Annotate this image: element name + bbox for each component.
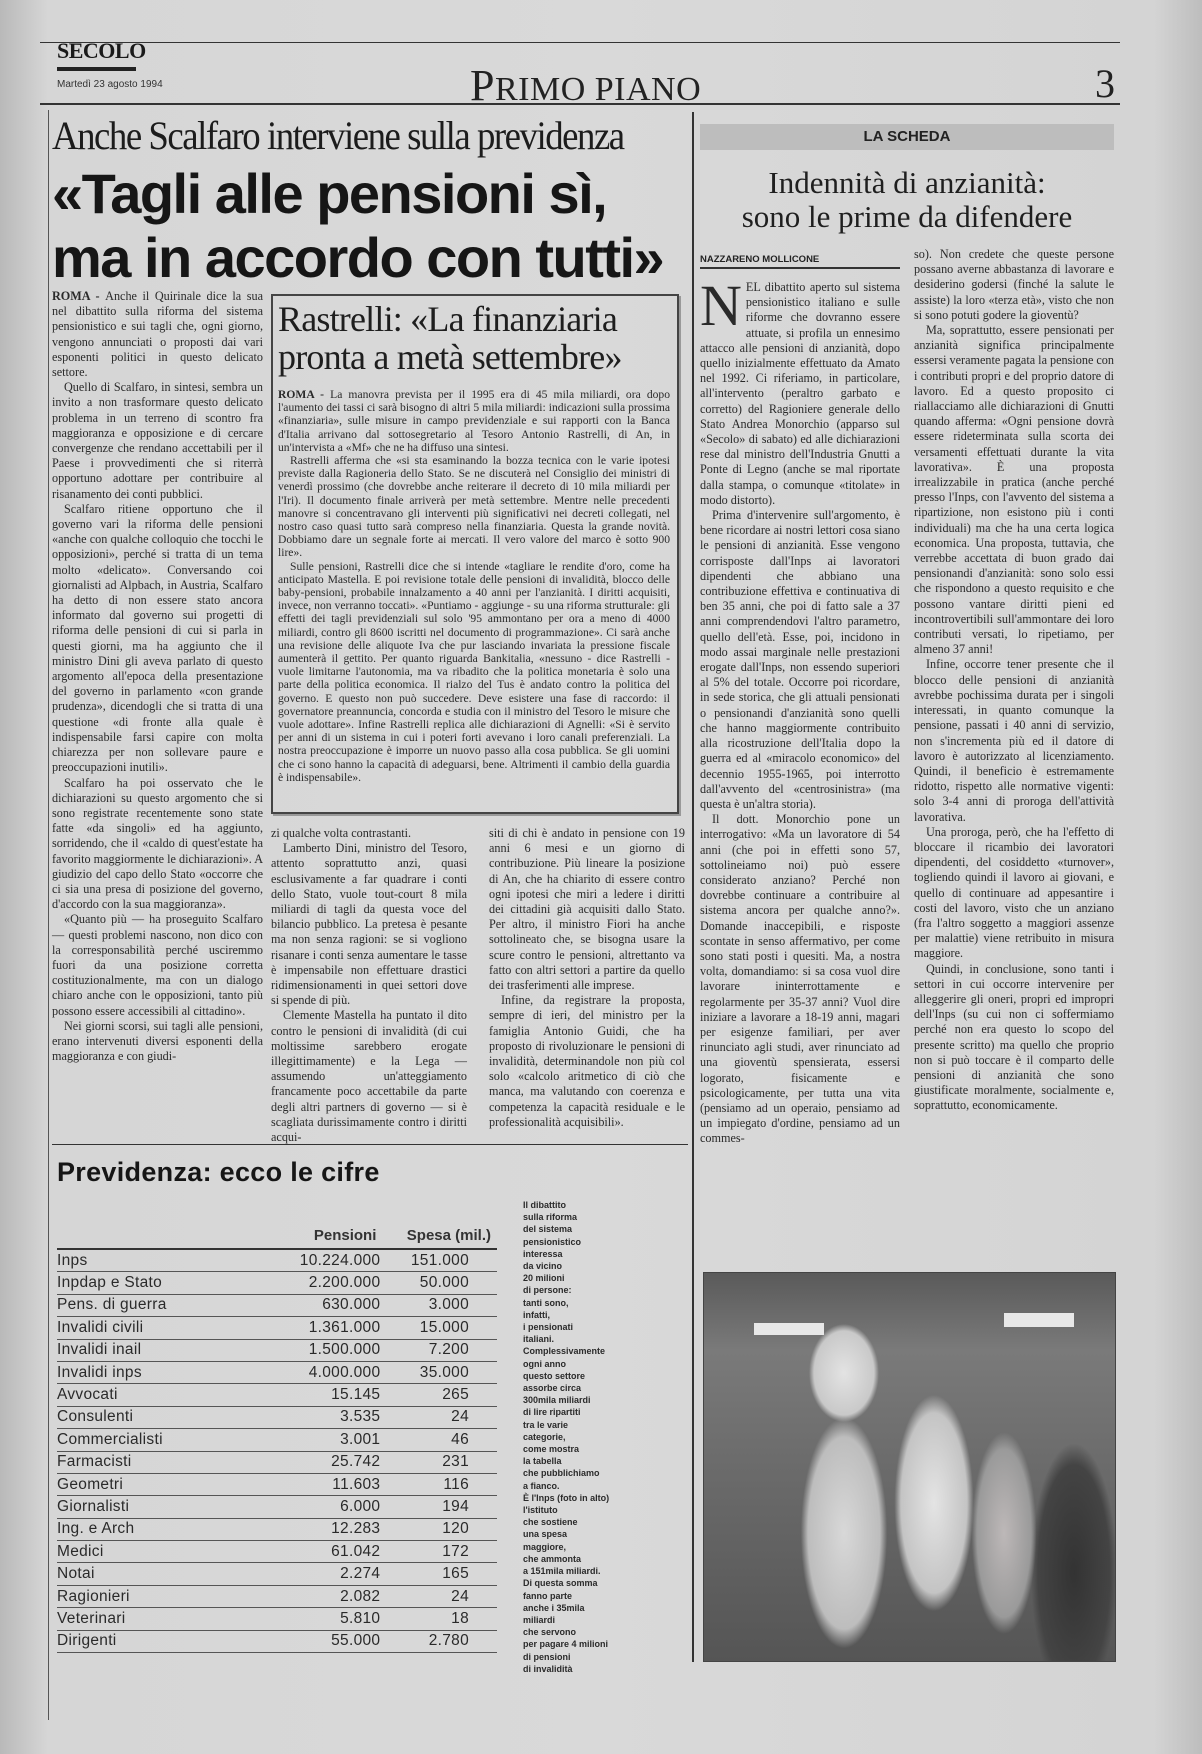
sidebar-col1: [700, 273, 900, 1147]
photo-sign: [754, 1323, 824, 1335]
caption-line: italiani.: [523, 1334, 555, 1345]
article-paragraph: Scalfaro ritiene opportuno che il governo vari la riforma delle pensioni «anche con qualche colloquio che tocchi le opposizioni», perché si tratta di un tema molto «delicato». Conversando coi giornalisti ad Alpbach, in Austria, Scalfaro ha detto di non essere stato ancora informato dal governo sui progetti di riforma delle pensioni di cui si parla in questi giorni, ma ha aggiunto che il ministro Dini gli aveva parlato di questo argomento all'epoca della presentazione del governo in parlamento «con grande prudenza», dicendogli che si tratta di una questione «di fronte alla quale è indispensabile farsi capire con molta chiarezza per non sollevare paure e preoccupazioni inutili».: [52, 501, 263, 775]
article-paragraph: so). Non credete che queste persone possano averne abbastanza di lavorare e desiderino godersi (finché la salute le assiste) la loro «terza età», visto che non si sono potuti godere la gioventù?: [914, 247, 1114, 322]
article-paragraph: Infine, da registrare la proposta, sempre di ieri, del ministro per la famiglia Antonio Guidi, che ha proposto di rivoluzionare le pensioni di invalidità, determinandole non più col solo «calcolo aritmetico di ciò che manca, ma valutando con coerenza e competenza la capacità residuale e le professionalità acquisibili».: [489, 993, 685, 1129]
caption-line: come mostra: [523, 1444, 580, 1455]
article-paragraph: siti di chi è andato in pensione con 19 anni 6 mesi e un giorno di contribuzione. Più lineare la posizione di An, che ha chiarito di essere contro ogni ipotesi che miri a ledere i diritti dei cittadini già acquisiti dallo Stato. Per altro, il ministro Fiori ha anche sottolineato che, se bisogna usare la scure contro le pensioni, altrettanto va fatto con altri settori a partire da quello dei trasferimenti alle imprese.: [489, 826, 685, 993]
caption-line: di pensioni: [523, 1651, 571, 1662]
section-title-rest: RIMO PIANO: [494, 71, 702, 108]
caption-line: che pubblichiamo: [523, 1468, 600, 1479]
caption-line: 20 milioni: [523, 1273, 565, 1284]
caption-line: fanno parte: [523, 1590, 573, 1601]
box-article-body: [278, 388, 670, 784]
article-paragraph: NEL dibattito aperto sul sistema pensionistico italiano e sulle riforme che dovranno essere attuate, si profila un ennesimo attacco alle pensioni di anzianità, dopo quello inizialmente effettuato da Amato nel 1992. Ci riferiamo, in particolare, all'intervento (peraltro garbato e corretto) del Ragioniere generale dello Stato Andrea Monorchio (apparso sul «Secolo» di sabato) ed alle dichiarazioni rese dal ministro dell'Industria Gnutti a Ponte di Legno (anche se mal riportate dalla stampa, o comunque «titolate» in modo distorto).: [700, 273, 900, 507]
table-header-pensioni: Pensioni: [249, 1227, 383, 1249]
caption-line: interessa: [523, 1248, 563, 1259]
article-paragraph: Scalfaro ha poi osservato che le dichiarazioni su questo argomento che si sono registrate recentemente sono state fatte «da singoli» ed ha aggiunto, sorridendo, che il «caldo di quest'estate ha favorito maggiormente le dichiarazioni». A giudizio del capo dello Stato «occorre che ci sia una presa di posizione del governo, d'accordo con la sua maggioranza».: [52, 775, 263, 912]
article-paragraph: Lamberto Dini, ministro del Tesoro, attento soprattutto anzi, quasi esclusivamente a far quadrare i conti dello Stato, vuole tout-court 8 mila miliardi di tagli da questa voce del bilancio pubblico. La pretesa è pesante ma non senza ragioni: se si vogliono risanare i conti senza aumentare le tasse è impensabile non effettuare drastici ridimensionamenti in quei settori dove si spende di più.: [271, 841, 467, 1008]
caption-line: che servono: [523, 1627, 577, 1638]
main-headline: [52, 162, 692, 290]
table-row: Invalidi inps 4.000.000 35.000: [57, 1361, 497, 1383]
sidebar-title: [700, 166, 1114, 234]
sidebar-col2: [914, 247, 1114, 1114]
box-article-title: Rastrelli: «La finanziaria pronta a metà settembre»: [278, 299, 622, 377]
article-paragraph: Rastrelli afferma che «si sta esaminando la bozza tecnica con le varie ipotesi previste dalla Ragioneria dello Stato. Se ne discuterà nel Consiglio dei ministri di venerdì prossimo (che dovrebbe anche reiterare il decreto di 10 mila miliardi per l'Iri). Il documento finale arriverà per metà settembre. Mentre nelle precedenti manovre si concentravano gli interventi più significativi nei decreti collegati, nel nostro caso quasi tutto sarà compreso nella finanziaria. Questa la grande novità. Dobbiamo dare un segnale forte ai mercati. Il vero valore del marco è sotto 900 lire».: [278, 454, 670, 560]
table-header-spesa: Spesa (mil.): [382, 1227, 497, 1249]
caption-line: di invalidità: [523, 1663, 573, 1674]
caption-line: maggiore,: [523, 1541, 567, 1552]
article-paragraph: Una proroga, però, che ha l'effetto di bloccare il ricambio dei lavoratori dipendenti, del cosiddetto «turnover», togliendo quindi il lavoro ai giovani, e quello di continuare ad appesantire i costi del lavoro, visto che un anziano (fra l'altro soggetto a maggiori assenze per malattie) viene retribuito in misura maggiore.: [914, 824, 1114, 961]
table-row: Giornalisti 6.000 194: [57, 1496, 497, 1518]
caption-line: del sistema: [523, 1224, 573, 1235]
caption-line: una spesa: [523, 1529, 568, 1540]
article-paragraph: Infine, occorre tener presente che il blocco delle pensioni di anzianità avrebbe pochissima durata per i singoli interessati, in quanto comunque la pensione, passati i 40 anni di servizio, non s'incrementa più ed il datore di lavoro è autorizzato al licenziamento. Quindi, il beneficio è estremamente ridotto, rispetto alle normative vigenti: solo 3-4 anni di proroga dell'attività lavorativa.: [914, 657, 1114, 824]
masthead: SECOLO: [57, 38, 146, 63]
article-paragraph: Ma, soprattutto, essere pensionati per anzianità significa principalmente essersi veramente pagata la pensione con i contributi propri e del proprio datore di lavoro. Ed a questo proposito ci riallacciamo alle dichiarazioni di Gnutti quando afferma: «Ogni pensione dovrà essere rideterminata sulla scorta dei versamenti effettuati durante la vita lavorativa». È una proposta irrealizzabile in pratica (anche perché presso l'Inps, con l'avvento del sistema a ripartizione, non esistono più i conti individuali) ma che ha una certa logica economica. Una proposta, tuttavia, che verrebbe accettata di buon grado dai pensionandi d'anzianità: sono solo essi che rispondono a questo requisito e che possono vantare diritti pieni ed incontrovertibili sull'ammontare dei loro contributi versati, lo ripetiamo, per almeno 37 anni!: [914, 323, 1114, 657]
article-paragraph: Quello di Scalfaro, in sintesi, sembra un invito a non trasformare questo delicato problema in un terreno di scontro fra maggioranza e opposizione e di cercare convergenze che rendano accettabili per il Paese i provvedimenti che si riterrà opportuno adottare per contribuire al risanamento dei conti pubblici.: [52, 380, 263, 501]
table-row: Pens. di guerra 630.000 3.000: [57, 1294, 497, 1316]
pension-figures-table: [57, 1227, 497, 1653]
table-header-label: [57, 1227, 249, 1249]
article-paragraph: «Quanto più — ha proseguito Scalfaro — questi problemi nascono, non dico con la corresponsabilità perché usciremmo fuori da una posizione corretta costituzionalmente, ma con un dialogo chiaro anche con le opposizioni, tanto più possono essere accessibili al cittadino».: [52, 912, 263, 1018]
main-article-col1: [52, 289, 263, 1064]
article-paragraph: Clemente Mastella ha puntato il dito contro le pensioni di invalidità (di cui moltissime sarebbero erogate illegittimamente) e la Lega — assumendo un'atteggiamento francamente poco accettabile da parte degli altri partners di governo — si è scagliata durissimamente contro i diritti acqui-: [271, 1008, 467, 1145]
inps-office-photo: [703, 1272, 1116, 1662]
caption-line: pensionistico: [523, 1236, 582, 1247]
caption-line: Il dibattito: [523, 1200, 566, 1210]
section-title-cap: P: [470, 61, 495, 110]
table-row: Geometri 11.603 116: [57, 1473, 497, 1495]
article-paragraph: Quindi, in conclusione, sono tanti i settori in cui occorre intervenire per alleggerire gli oneri, propri ed impropri dell'Inps (su cui non ci soffermiamo perché non era questo lo scopo del presente scritto) ma quello che proprio non si può toccare è il comparto delle pensioni di anzianità che sono giustificate moralmente, socialmente e, soprattutto, economicamente.: [914, 961, 1114, 1113]
sidebar-title-line2: sono le prime da difendere: [741, 199, 1073, 234]
caption-line: 300mila miliardi: [523, 1395, 591, 1406]
sidebar-label: LA SCHEDA: [700, 124, 1114, 150]
main-headline-line1: «Tagli alle pensioni sì,: [52, 162, 607, 225]
table-caption: [523, 1199, 643, 1675]
section-rule: [52, 1144, 688, 1145]
table-row: Medici 61.042 172: [57, 1541, 497, 1563]
column-divider: [692, 112, 694, 1662]
sidebar-title-line1: Indennità di anzianità:: [768, 165, 1046, 200]
caption-line: che sostiene: [523, 1517, 578, 1528]
table-row: Inps 10.224.000 151.000: [57, 1249, 497, 1272]
caption-line: questo settore: [523, 1370, 586, 1381]
caption-line: a fianco.: [523, 1480, 560, 1491]
table-row: Ragionieri 2.082 24: [57, 1585, 497, 1607]
table-title: Previdenza: ecco le cifre: [57, 1157, 380, 1187]
page-number: 3: [1095, 61, 1115, 106]
table-row: Notai 2.274 165: [57, 1563, 497, 1585]
caption-line: di lire ripartiti: [523, 1407, 581, 1418]
main-article-col2: [271, 826, 467, 1145]
caption-line: anche i 35mila: [523, 1602, 585, 1613]
table-row: Invalidi inail 1.500.000 7.200: [57, 1339, 497, 1361]
caption-line: a 151mila miliardi.: [523, 1566, 601, 1577]
section-title: [470, 60, 701, 111]
article-paragraph: Il dott. Monorchio pone un interrogativo: «Ma un lavoratore di 54 anni (che poi in effetti sono 57, sottolineiamo noi) può essere considerato anziano? Perché non dovrebbe continuare a contribuire al sistema ancora per qualche anno?». Domande inaccepibili, e risposte scontate in senso affermativo, per come sono stati posti i quesiti. Ma, a nostra volta, domandiamo: si sa cosa vuol dire lavorare ininterrottamente e regolarmente per 35-37 anni? Vuol dire iniziare a lavorare a 18-19 anni, magari per esigenze familiari, per aver rinunciato agli studi, aver rinunciato ad una gioventù spensierata, essersi logorato, fisicamente e psicologicamente, per tutta una vita (pensiamo ad un operaio, pensiamo ad un impiegato d'ordine, pensiamo ad un commes-: [700, 812, 900, 1146]
photo-sign: [1004, 1313, 1074, 1327]
dropcap: N: [700, 273, 742, 338]
article-paragraph: Prima d'intervenire sull'argomento, è bene ricordare ai nostri lettori cosa siano le pensioni di anzianità. Esse vengono corrisposte dall'Inps ai lavoratori dipendenti che abbiano una contribuzione effettiva e continuativa di ben 35 anni, che poi di fatto sale a 37 anni comprendendovi l'altro parametro, quello dell'età. Esse, poi, incidono in modo assai marginale nelle prestazioni erogate dall'Inps, non essendo superiori al 5% del totale. Occorre poi ricordare, in sede storica, che gli attuali pensionati o pensionandi d'anzianità sono quelli che hanno maggiormente contribuito alla ricostruzione dell'Italia dopo la guerra ed al «miracolo economico» del decennio 1955-1965, poi interrotto dall'avvento del «centrosinistra» (ma questa è un'altra storia).: [700, 508, 900, 811]
table-row: Commercialisti 3.001 46: [57, 1429, 497, 1451]
table-row: Ing. e Arch 12.283 120: [57, 1518, 497, 1540]
left-border: [48, 110, 49, 1720]
caption-line: miliardi: [523, 1614, 556, 1625]
caption-line: l'istituto: [523, 1505, 558, 1516]
table-row: Inpdap e Stato 2.200.000 50.000: [57, 1272, 497, 1294]
article-paragraph: ROMA - La manovra prevista per il 1995 era di 45 mila miliardi, ora dopo l'aumento dei tassi ci sarà bisogno di altri 5 mila miliardi: indicazioni sulla prossima «finanziaria», sulle misure in campo previdenziale e sui rapporti con la Banca d'Italia arrivano dal sottosegretario al Tesoro Antonio Rastrelli, di An, in un'intervista a «Mf» che ne ha diffuso una sintesi.: [278, 388, 671, 454]
caption-line: da vicino: [523, 1261, 563, 1272]
byline: NAZZARENO MOLLICONE: [700, 254, 900, 269]
table-row: Farmacisti 25.742 231: [57, 1451, 497, 1473]
caption-line: sulla riforma: [523, 1212, 578, 1223]
main-article-col3: [489, 826, 685, 1130]
top-rule: [40, 42, 1120, 43]
masthead-bar: [57, 67, 136, 71]
article-paragraph: Sulle pensioni, Rastrelli dice che si intende «tagliare le rendite d'oro, come ha anticipato Mastella. E poi revisione totale delle pensioni di invalidità, blocco delle baby-pensioni, probabile innalzamento a 40 anni per l'anzianità. I diritti acquisiti, invece, non verranno toccati». «Puntiamo - aggiunge - su una riforma strutturale: gli effetti dei tagli previdenziali sul solo '95 ammontano per ora a meno di 4000 miliardi, contro gli 8600 iscritti nel documento di programmazione». Ci sarà anche una revisione delle aliquote Iva che pur lasciando invariata la pressione fiscale aumenterà il gettito. Per quanto riguarda Bankitalia, «nessuno - dice Rastrelli - vuole limitarne l'autonomia, ma va ribadito che la politica monetaria è solo una parte della politica economica. Il rialzo del Tus è andato contro la politica del governo. E questo non può succedere. Deve esistere una fase di raccordo: il governatore preannuncia, concorda e studia con il ministro del Tesoro le misure che vuole adottare». Infine Rastrelli replica alle dichiarazioni di Agnelli: «Si è servito per anni di un sistema in cui i poteri forti avevano i loro canali preferenziali. La nostra preoccupazione è imporre un nuovo passo alla cosa pubblica. Se gli uomini che ci sono hanno la capacità di adeguarsi, bene. Altrimenti il cambio della guardia è indispensabile».: [278, 559, 670, 784]
article-paragraph: zi qualche volta contrastanti.: [271, 826, 412, 840]
caption-line: che ammonta: [523, 1553, 582, 1564]
caption-line: assorbe circa: [523, 1383, 582, 1394]
caption-line: la tabella: [523, 1456, 562, 1467]
dateline: ROMA -: [278, 388, 331, 401]
caption-line: infatti,: [523, 1309, 550, 1320]
caption-line: di persone:: [523, 1285, 572, 1296]
caption-line: È l'Inps (foto in alto): [523, 1492, 610, 1503]
caption-line: per pagare 4 milioni: [523, 1639, 609, 1650]
caption-line: tanti sono,: [523, 1297, 569, 1308]
article-paragraph: ROMA - Anche il Quirinale dice la sua nel dibattito sulla riforma del sistema pensionistico e sui tagli che, ogni giorno, vengono annunciati o proposti dai vari esponenti politici in questo delicato settore.: [52, 289, 263, 380]
table-header-row: [57, 1227, 497, 1249]
table-row: Veterinari 5.810 18: [57, 1608, 497, 1630]
caption-line: tra le varie: [523, 1419, 569, 1430]
article-paragraph: Nei giorni scorsi, sui tagli alle pensioni, erano intervenuti diversi esponenti della maggioranza e con giudi-: [52, 1018, 263, 1064]
issue-date: Martedì 23 agosto 1994: [57, 79, 163, 90]
caption-line: Complessivamente: [523, 1346, 606, 1357]
caption-line: ogni anno: [523, 1358, 566, 1369]
kicker-headline: Anche Scalfaro interviene sulla previdenza: [52, 113, 624, 158]
table-row: Dirigenti 55.000 2.780: [57, 1630, 497, 1652]
main-headline-line2: ma in accordo con tutti»: [52, 226, 664, 289]
table-row: Invalidi civili 1.361.000 15.000: [57, 1317, 497, 1339]
table-row: Avvocati 15.145 265: [57, 1384, 497, 1406]
caption-line: categorie,: [523, 1431, 566, 1442]
table-row: Consulenti 3.535 24: [57, 1406, 497, 1428]
caption-line: i pensionati: [523, 1322, 574, 1333]
dateline: ROMA -: [52, 289, 106, 303]
caption-line: Di questa somma: [523, 1578, 598, 1589]
